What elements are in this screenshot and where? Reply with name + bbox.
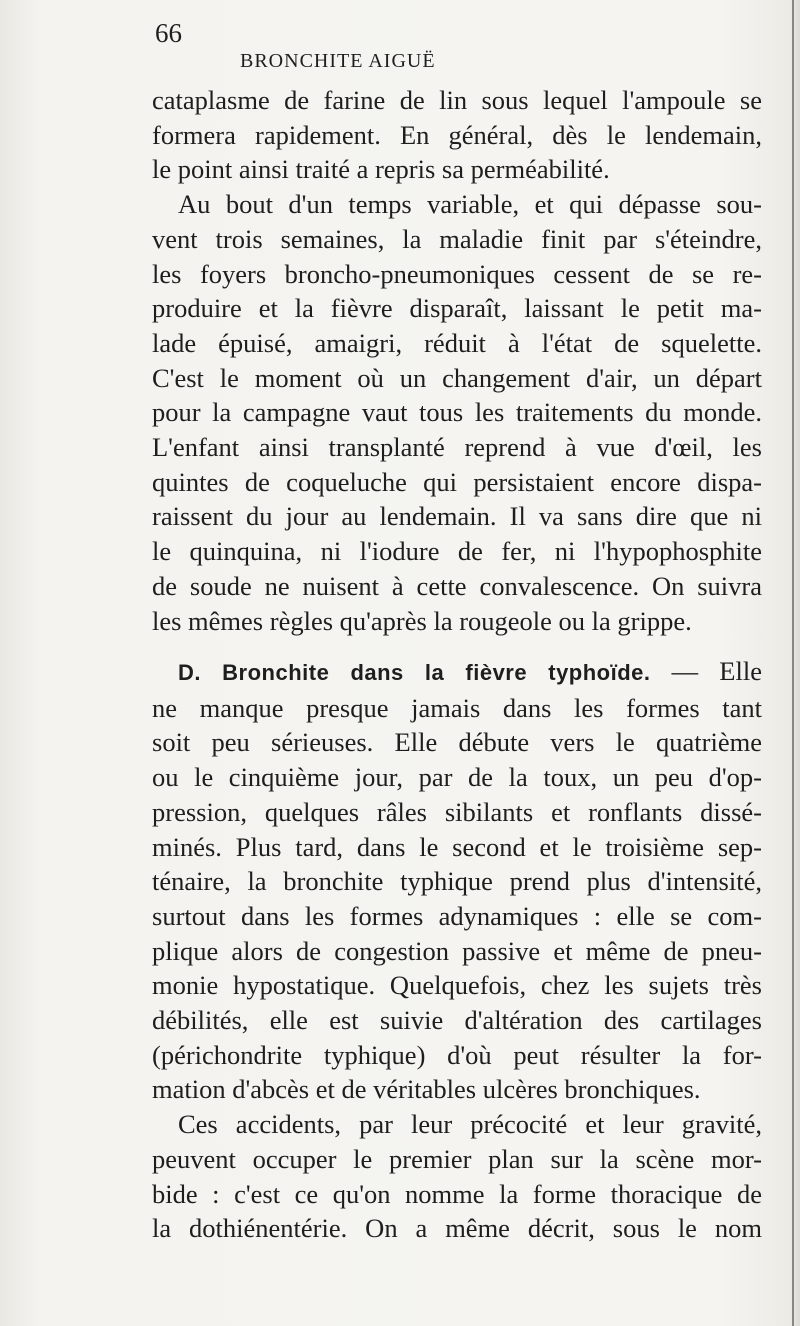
- text-line: mation d'abcès et de véritables ulcères bronchiques.: [152, 1074, 701, 1105]
- text-line: cataplasme de farine de lin sous lequel l'ampoule se: [152, 85, 762, 115]
- text-line: ne manque presque jamais dans les formes tant: [152, 692, 762, 723]
- text-line: le point ainsi traité a repris sa perméabilité.: [152, 154, 610, 185]
- text-line: lade épuisé, amaigri, réduit à l'état de squelette.: [152, 327, 762, 358]
- text-line: bide : c'est ce qu'on nomme la forme thoracique de: [152, 1178, 762, 1209]
- text-line: soit peu sérieuses. Elle débute vers le quatrième: [152, 727, 762, 758]
- page-edge: [792, 0, 794, 1326]
- paragraph-2: [152, 654, 762, 1246]
- section-heading: D. Bronchite dans la fièvre typhoïde.: [178, 660, 651, 685]
- text-line: monie hypostatique. Quelquefois, chez les sujets très: [152, 970, 762, 1001]
- paragraph-1: [152, 83, 762, 638]
- text-line: les foyers broncho-pneumoniques cessent de se re-: [152, 258, 762, 289]
- text-line: pour la campagne vaut tous les traitements du monde.: [152, 397, 762, 428]
- text-line: Ces accidents, par leur précocité et leur gravité,: [178, 1109, 762, 1140]
- text-line: pression, quelques râles sibilants et ronflants dissé-: [152, 796, 762, 827]
- text-line: ténaire, la bronchite typhique prend plus d'intensité,: [152, 866, 762, 897]
- text-line: surtout dans les formes adynamiques : elle se com-: [152, 900, 762, 931]
- text-line: minés. Plus tard, dans le second et le troisième sep-: [152, 831, 762, 862]
- running-head: BRONCHITE AIGUË: [240, 50, 436, 72]
- text-line: L'enfant ainsi transplanté reprend à vue d'œil, les: [152, 432, 762, 463]
- text-line: raissent du jour au lendemain. Il va sans dire que ni: [152, 501, 762, 532]
- text-line: formera rapidement. En général, dès le lendemain,: [152, 119, 762, 150]
- text-line: Au bout d'un temps variable, et qui dépasse sou-: [178, 189, 762, 220]
- page-number: 66: [155, 18, 182, 48]
- text-line: de soude ne nuisent à cette convalescence. On suivra: [152, 570, 762, 601]
- section-heading-line: [152, 654, 762, 691]
- text-line: produire et la fièvre disparaît, laissant le petit ma-: [152, 293, 762, 324]
- text-line: C'est le moment où un changement d'air, un départ: [152, 362, 762, 393]
- section-heading-rest: — Elle: [650, 656, 762, 686]
- text-line: ou le cinquième jour, par de la toux, un peu d'op-: [152, 762, 762, 793]
- text-line: débilités, elle est suivie d'altération des cartilages: [152, 1005, 762, 1036]
- text-line: le quinquina, ni l'iodure de fer, ni l'hypophosphite: [152, 536, 762, 567]
- text-line: la dothiénentérie. On a même décrit, sous le nom: [152, 1213, 762, 1244]
- text-line: (périchondrite typhique) d'où peut résulter la for-: [152, 1039, 762, 1070]
- text-line: peuvent occuper le premier plan sur la scène mor-: [152, 1143, 762, 1174]
- text-line: quintes de coqueluche qui persistaient encore dispa-: [152, 466, 762, 497]
- text-line: plique alors de congestion passive et même de pneu-: [152, 935, 762, 966]
- text-line: vent trois semaines, la maladie finit par s'éteindre,: [152, 223, 762, 254]
- text-line: les mêmes règles qu'après la rougeole ou la grippe.: [152, 605, 692, 636]
